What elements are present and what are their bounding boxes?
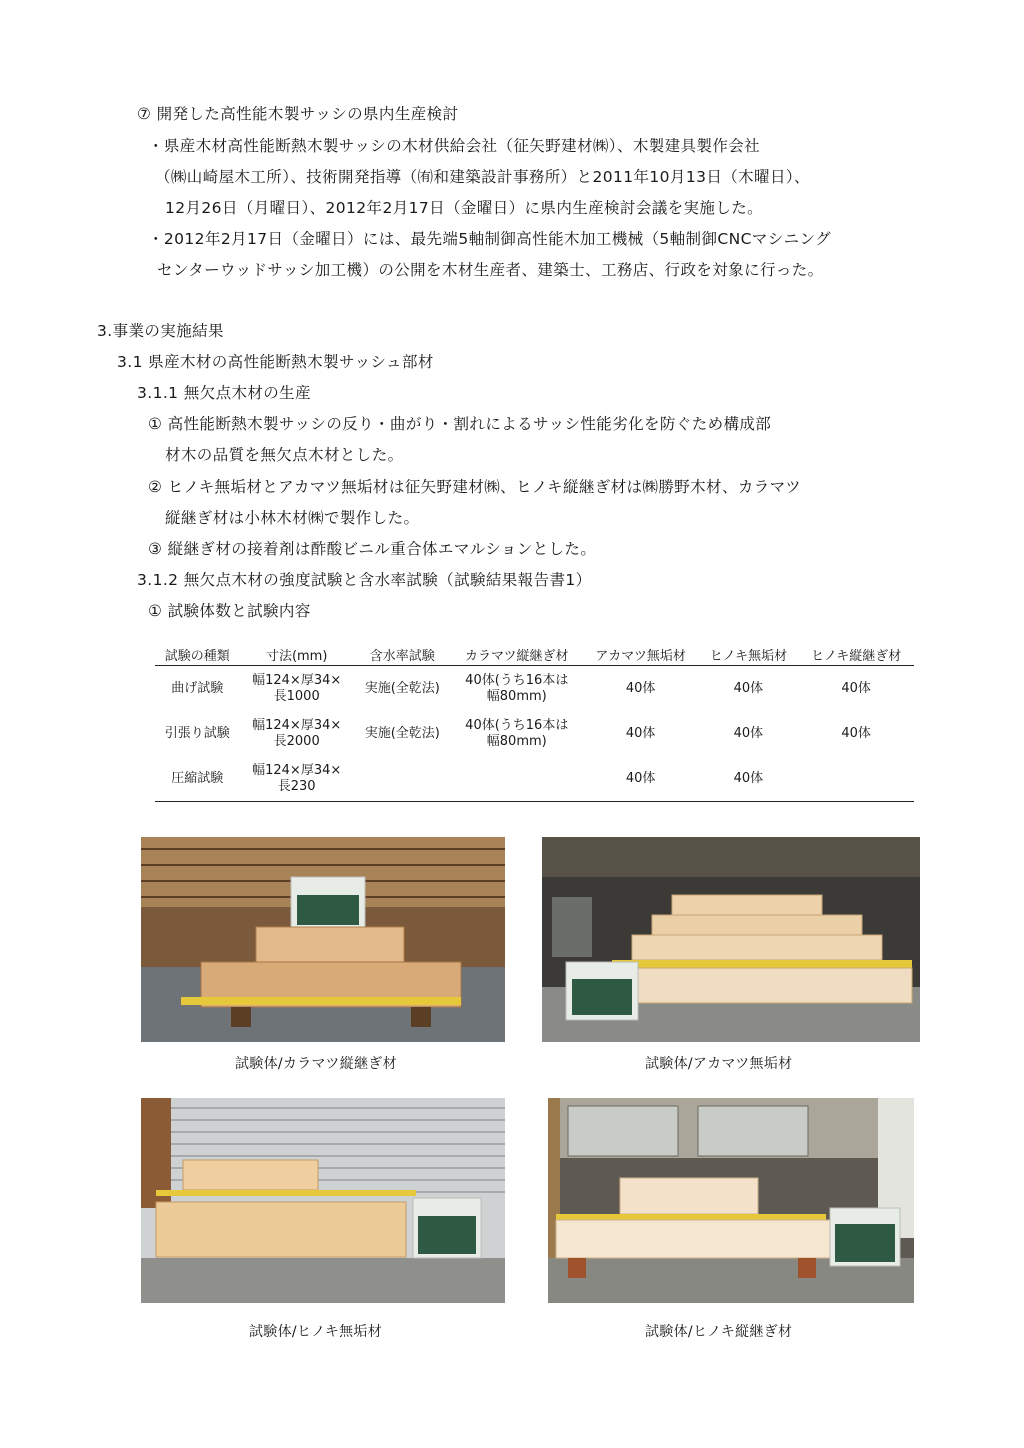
item-1-line-2: 材木の品質を無欠点木材とした。 <box>165 446 404 464</box>
section-3-1-heading: 3.1 県産木材の高性能断熱木製サッシュ部材 <box>117 353 434 371</box>
photo-karamatsu-specimens <box>141 837 505 1042</box>
table-cell <box>354 756 451 802</box>
bullet-1-line-2: （㈱山崎屋木工所）、技術開発指導（㈲和建築設計事務所）と2011年10月13日（木曜日）、 <box>155 168 810 186</box>
bullet-2-line-1: ・2012年2月17日（金曜日）には、最先端5軸制御高性能木加工機械（5軸制御CNCマシニング <box>148 230 831 248</box>
table-header: 寸法(mm) <box>240 643 354 666</box>
table-header: 含水率試験 <box>354 643 451 666</box>
item-3: ③ 縦継ぎ材の接着剤は酢酸ビニル重合体エマルションとした。 <box>148 540 597 558</box>
table-header: カラマツ縦継ぎ材 <box>451 643 583 666</box>
table-cell: 圧縮試験 <box>171 770 224 786</box>
caption-akamatsu: 試験体/アカマツ無垢材 <box>645 1056 793 1072</box>
table-cell: 40体 <box>625 770 656 786</box>
table-header-row <box>155 643 914 666</box>
photo-akamatsu-specimens <box>542 837 920 1042</box>
photo-hinoki-solid-specimens <box>141 1098 505 1303</box>
table-cell: 幅124×厚34× 長2000 <box>252 717 342 749</box>
item-1-test-table-title: ① 試験体数と試験内容 <box>148 602 311 620</box>
item-2-line-2: 縦継ぎ材は小林木材㈱で製作した。 <box>165 509 420 527</box>
item-2-line-1: ② ヒノキ無垢材とアカマツ無垢材は征矢野建材㈱、ヒノキ縦継ぎ材は㈱勝野木材、カラマツ <box>148 478 801 496</box>
bullet-1-line-3: 12月26日（月曜日）、2012年2月17日（金曜日）に県内生産検討会議を実施した。 <box>165 199 764 217</box>
table-row <box>155 666 914 712</box>
table-cell: 幅124×厚34× 長1000 <box>252 672 342 704</box>
table-cell: 曲げ試験 <box>171 680 224 696</box>
caption-hinoki-jointed: 試験体/ヒノキ縦継ぎ材 <box>645 1324 793 1340</box>
table-cell: 40体 <box>733 680 764 696</box>
table-cell <box>451 756 583 802</box>
table-cell: 幅124×厚34× 長230 <box>252 762 342 794</box>
table-cell <box>798 756 914 802</box>
table-cell: 実施(全乾法) <box>364 725 440 741</box>
table-cell: 40体 <box>625 725 656 741</box>
table-cell: 40体 <box>625 680 656 696</box>
table-row <box>155 756 914 802</box>
test-specimen-table <box>155 643 914 802</box>
item-7-heading: ⑦ 開発した高性能木製サッシの県内生産検討 <box>137 105 459 123</box>
table-cell: 40体 <box>733 770 764 786</box>
table-cell: 40体 <box>733 725 764 741</box>
table-cell: 40体(うち16本は 幅80mm) <box>465 717 569 749</box>
table-cell: 40体 <box>841 725 871 741</box>
table-header: アカマツ無垢材 <box>583 643 699 666</box>
section-3-1-2-heading: 3.1.2 無欠点木材の強度試験と含水率試験（試験結果報告書1） <box>137 571 592 589</box>
table-header: ヒノキ縦継ぎ材 <box>798 643 914 666</box>
table-header: 試験の種類 <box>155 643 240 666</box>
table-cell: 40体 <box>841 680 871 696</box>
bullet-2-line-2: センターウッドサッシ加工機）の公開を木材生産者、建築士、工務店、行政を対象に行った。 <box>157 261 824 279</box>
table-cell: 40体(うち16本は 幅80mm) <box>465 672 569 704</box>
item-1-line-1: ① 高性能断熱木製サッシの反り・曲がり・割れによるサッシ性能劣化を防ぐため構成部 <box>148 415 772 433</box>
table-row <box>155 711 914 756</box>
table-cell: 引張り試験 <box>164 725 230 741</box>
bullet-1-line-1: ・県産木材高性能断熱木製サッシの木材供給会社（征矢野建材㈱）、木製建具製作会社 <box>148 137 761 155</box>
table-cell: 実施(全乾法) <box>364 680 440 696</box>
photo-hinoki-jointed-specimens <box>548 1098 914 1303</box>
section-3-heading: 3.事業の実施結果 <box>97 322 224 340</box>
caption-hinoki-solid: 試験体/ヒノキ無垢材 <box>249 1324 383 1340</box>
caption-karamatsu: 試験体/カラマツ縦継ぎ材 <box>235 1056 397 1072</box>
table-header: ヒノキ無垢材 <box>699 643 799 666</box>
section-3-1-1-heading: 3.1.1 無欠点木材の生産 <box>137 384 311 402</box>
